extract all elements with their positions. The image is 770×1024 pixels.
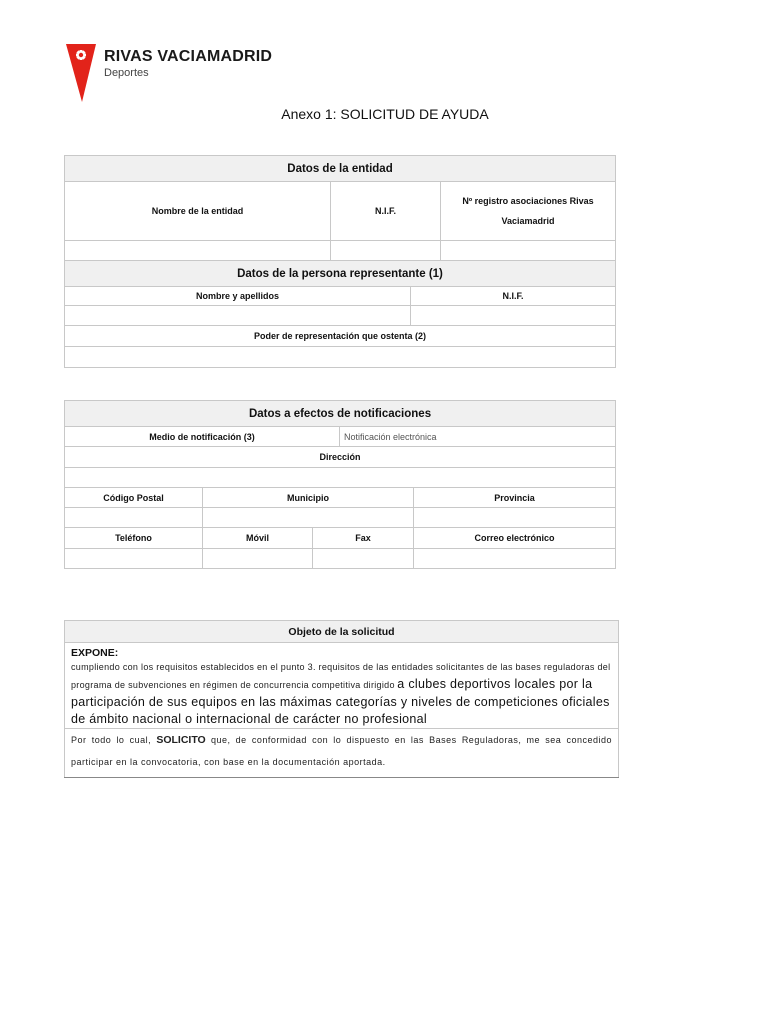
- poder-representacion-label: Poder de representación que ostenta (2): [65, 326, 616, 347]
- nif-entidad-field[interactable]: [331, 241, 441, 261]
- expone-cell: [65, 643, 619, 729]
- expone-label: EXPONE:: [71, 647, 119, 659]
- codigo-postal-label: Código Postal: [65, 488, 203, 508]
- provincia-field[interactable]: [414, 508, 616, 528]
- movil-field[interactable]: [203, 549, 313, 569]
- movil-label: Móvil: [203, 528, 313, 549]
- nif-entidad-label: N.I.F.: [331, 182, 441, 241]
- correo-label: Correo electrónico: [414, 528, 616, 549]
- municipio-label: Municipio: [203, 488, 414, 508]
- notificaciones-heading: Datos a efectos de notificaciones: [65, 401, 616, 427]
- fax-field[interactable]: [313, 549, 414, 569]
- brand-name: RIVAS VACIAMADRID: [104, 48, 273, 65]
- expone-text-large: a clubes deportivos locales por la participación de sus equipos en las máximas categorías y niveles de competiciones oficiales de ámbito nacional o internacional de carácter no profesional: [71, 677, 610, 726]
- brand-subtitle: Deportes: [104, 67, 149, 79]
- registro-label-line2: Vaciamadrid: [501, 216, 555, 226]
- entidad-table: [64, 155, 616, 368]
- medio-notificacion-label: Medio de notificación (3): [65, 427, 340, 447]
- direccion-field[interactable]: [65, 468, 616, 488]
- document-title: Anexo 1: SOLICITUD DE AYUDA: [281, 106, 489, 122]
- telefono-field[interactable]: [65, 549, 203, 569]
- codigo-postal-field[interactable]: [65, 508, 203, 528]
- direccion-label: Dirección: [65, 447, 616, 468]
- fax-label: Fax: [313, 528, 414, 549]
- municipio-field[interactable]: [203, 508, 414, 528]
- representante-heading: Datos de la persona representante (1): [65, 261, 616, 287]
- solicito-keyword: SOLICITO: [156, 734, 206, 746]
- registro-label: [441, 182, 616, 241]
- solicito-cell: [65, 729, 619, 778]
- nombre-entidad-label: Nombre de la entidad: [65, 182, 331, 241]
- nombre-apellidos-label: Nombre y apellidos: [65, 287, 411, 306]
- rivas-logo: [66, 44, 306, 104]
- solicito-post: que, de conformidad con lo dispuesto en las Bases Reguladoras, me sea concedido participar en la convocatoria, con base en la documentación aportada.: [71, 735, 612, 767]
- nif-representante-field[interactable]: [411, 306, 616, 326]
- entidad-heading: Datos de la entidad: [65, 156, 616, 182]
- nombre-apellidos-field[interactable]: [65, 306, 411, 326]
- provincia-label: Provincia: [414, 488, 616, 508]
- medio-notificacion-value[interactable]: Notificación electrónica: [340, 427, 616, 447]
- nif-representante-label: N.I.F.: [411, 287, 616, 306]
- correo-field[interactable]: [414, 549, 616, 569]
- nombre-entidad-field[interactable]: [65, 241, 331, 261]
- rivas-shield-icon: [66, 44, 96, 104]
- objeto-heading: Objeto de la solicitud: [65, 621, 619, 643]
- notificaciones-table: [64, 400, 616, 569]
- solicito-paragraph: [71, 729, 612, 773]
- registro-field[interactable]: [441, 241, 616, 261]
- objeto-table: [64, 620, 619, 778]
- telefono-label: Teléfono: [65, 528, 203, 549]
- expone-text-small: cumpliendo con los requisitos establecidos en el punto 3. requisitos de las entidades solicitantes de las bases reguladoras del programa de subvenciones en régimen de concurrencia competitiva dirigido: [71, 662, 611, 690]
- registro-label-line1: Nº registro asociaciones Rivas: [462, 196, 594, 206]
- solicito-pre: Por todo lo cual,: [71, 735, 152, 745]
- poder-representacion-field[interactable]: [65, 347, 616, 368]
